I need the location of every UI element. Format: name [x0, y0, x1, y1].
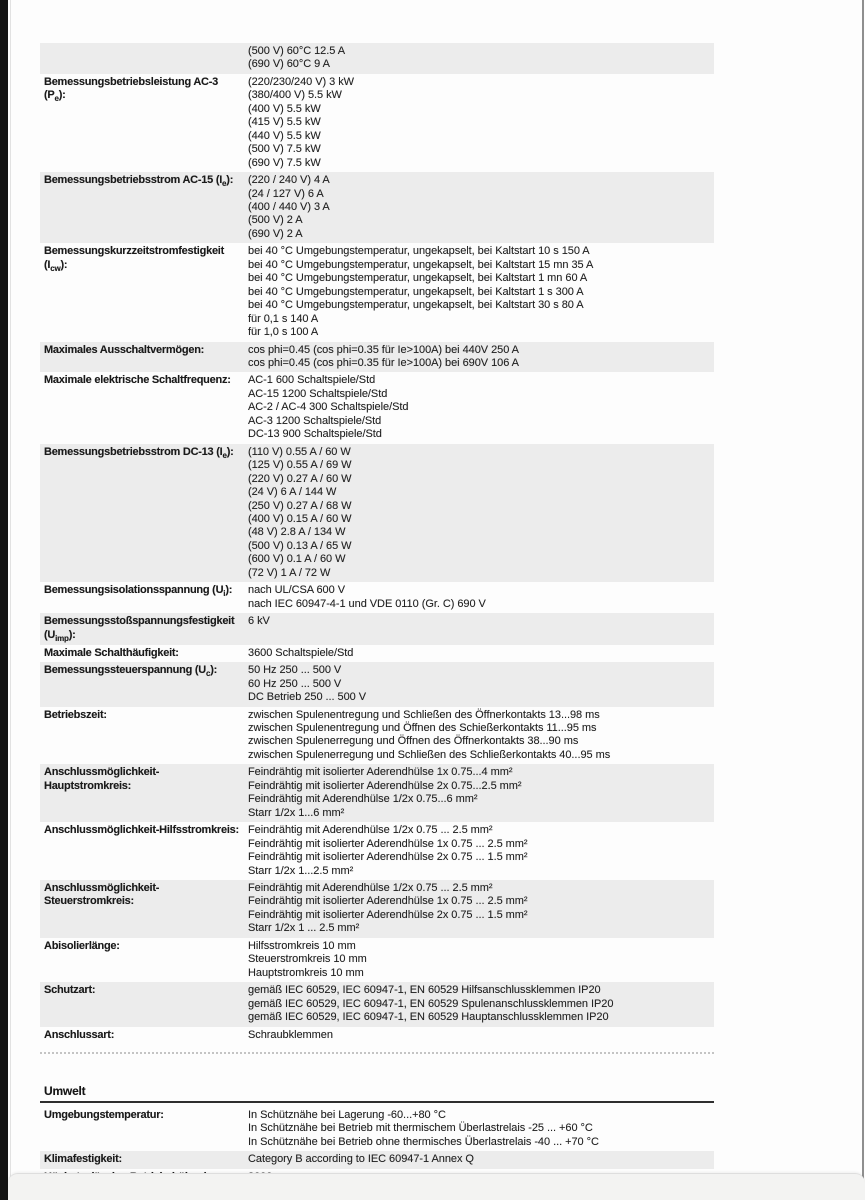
spec-value-line: AC-15 1200 Schaltspiele/Std	[248, 387, 388, 400]
spec-row-values	[248, 1109, 711, 1149]
spec-row-label: Schutzart:	[44, 984, 96, 997]
page-left-border-line	[10, 0, 11, 1200]
spec-value-line: Schraubklemmen	[248, 1028, 333, 1041]
spec-row-values	[248, 76, 711, 170]
spec-row	[40, 43, 714, 74]
spec-row	[40, 707, 714, 765]
spec-value-line: (220/230/240 V) 3 kW	[248, 75, 355, 88]
page-right-border-line	[862, 0, 864, 1200]
spec-value-line: (400 / 440 V) 3 A	[248, 200, 330, 213]
spec-value-line: (500 V) 2 A	[248, 214, 303, 227]
spec-value-line: (250 V) 0.27 A / 68 W	[248, 499, 352, 512]
spec-row-values	[248, 615, 711, 643]
spec-value-line: 6 kV	[248, 615, 270, 628]
spec-value-line: AC-1 600 Schaltspiele/Std	[248, 374, 376, 387]
spec-row-label: Bemessungsstoßspannungsfestigkeit $(U_{imp})$:	[44, 615, 235, 643]
spec-value-line: DC-13 900 Schaltspiele/Std	[248, 428, 382, 441]
spec-value-line: (690 V) 2 A	[248, 227, 303, 240]
spec-value-line: (415 V) 5.5 kW	[248, 116, 321, 129]
spec-value-line: cos phi=0.45 (cos phi=0.35 für Ie>100A) bei 440V 250 A	[248, 343, 519, 356]
spec-value-line: Starr 1/2x 1 ... 2.5 mm²	[248, 922, 360, 935]
spec-value-line: (72 V) 1 A / 72 W	[248, 566, 331, 579]
spec-value-line: (220 / 240 V) 4 A	[248, 174, 330, 187]
spec-row	[40, 243, 714, 341]
spec-row	[40, 662, 714, 706]
spec-value-line: Feindrähtig mit isolierter Aderendhülse 1x 0.75 ... 2.5 mm²	[248, 895, 528, 908]
spec-value-line: (440 V) 5.5 kW	[248, 129, 321, 142]
spec-value-line: Starr 1/2x 1...6 mm²	[248, 806, 345, 819]
spec-value-line: (220 V) 0.27 A / 60 W	[248, 472, 352, 485]
spec-value-line: (110 V) 0.55 A / 60 W	[248, 445, 351, 458]
spec-value-line: nach UL/CSA 600 V	[248, 584, 345, 597]
spec-value-line: (400 V) 5.5 kW	[248, 102, 321, 115]
spec-row-label: Klimafestigkeit:	[44, 1153, 122, 1166]
spec-value-line: zwischen Spulenentregung und Öffnen des Schießerkontakts 11...95 ms	[248, 722, 597, 735]
spec-row-label: Bemessungsisolationsspannung $(U_i)$:	[44, 584, 233, 599]
spec-row	[40, 982, 714, 1026]
spec-value-line: zwischen Spulenentregung und Schließen des Öffnerkontakts 13...98 ms	[248, 708, 600, 721]
spec-row-label: Umgebungstemperatur:	[44, 1109, 164, 1121]
spec-row-values	[248, 882, 711, 936]
umwelt-section-heading: Umwelt	[44, 1084, 86, 1098]
spec-value-line: (690 V) 7.5 kW	[248, 156, 321, 169]
spec-row-label: Bemessungskurzzeitstromfestigkeit $(I_{cw})$:	[44, 245, 225, 273]
spec-row-values	[248, 1153, 711, 1166]
spec-row-label: Anschlussart:	[44, 1028, 115, 1041]
dotted-section-separator	[40, 1052, 714, 1054]
spec-row-values	[248, 344, 711, 371]
spec-row	[40, 1107, 714, 1151]
spec-value-line: Hilfsstromkreis 10 mm	[248, 939, 356, 952]
spec-row	[40, 613, 714, 645]
spec-value-line: Feindrähtig mit Aderendhülse 1/2x 0.75 ... 2.5 mm²	[248, 824, 493, 837]
spec-row-values	[248, 647, 711, 660]
spec-row-values	[248, 174, 711, 241]
spec-value-line: Category B according to IEC 60947-1 Annex Q	[248, 1153, 474, 1166]
spec-value-line: Feindrähtig mit isolierter Aderendhülse 2x 0.75 ... 1.5 mm²	[248, 908, 528, 921]
spec-row-label: Betriebszeit:	[44, 708, 107, 721]
spec-row-values	[248, 709, 711, 763]
spec-value-line: Hauptstromkreis 10 mm	[248, 966, 364, 979]
spec-value-line: für 1,0 s 100 A	[248, 326, 319, 339]
spec-value-line: bei 40 °C Umgebungstemperatur, ungekapselt, bei Kaltstart 1 mn 60 A	[248, 272, 588, 285]
spec-value-line: (690 V) 60°C 9 A	[248, 58, 330, 71]
spec-row-label: Anschlussmöglichkeit-Hauptstromkreis:	[44, 766, 160, 792]
spec-row	[40, 582, 714, 613]
spec-value-line: zwischen Spulenerregung und Öffnen des Öffnerkontakts 38...90 ms	[248, 735, 579, 748]
spec-row-label	[44, 45, 248, 72]
spec-value-line: zwischen Spulenerregung und Schließen des Schließerkontakts 40...95 ms	[248, 748, 611, 761]
spec-table	[40, 43, 714, 1044]
spec-row	[40, 645, 714, 662]
spec-row	[40, 938, 714, 982]
spec-row-label: Abisolierlänge:	[44, 939, 120, 952]
umwelt-heading-rule	[40, 1101, 714, 1103]
spec-value-line: Steuerstromkreis 10 mm	[248, 953, 367, 966]
spec-value-line: 50 Hz 250 ... 500 V	[248, 664, 342, 677]
spec-value-line: (48 V) 2.8 A / 134 W	[248, 526, 346, 539]
spec-value-line: Feindrähtig mit isolierter Aderendhülse 2x 0.75...2.5 mm²	[248, 779, 522, 792]
spec-value-line: gemäß IEC 60529, IEC 60947-1, EN 60529 Hauptanschlussklemmen IP20	[248, 1011, 609, 1024]
spec-value-line: nach IEC 60947-4-1 und VDE 0110 (Gr. C) 690 V	[248, 597, 486, 610]
spec-value-line: (500 V) 0.13 A / 65 W	[248, 539, 352, 552]
spec-value-line: (500 V) 7.5 kW	[248, 143, 321, 156]
spec-value-line: bei 40 °C Umgebungstemperatur, ungekapselt, bei Kaltstart 10 s 150 A	[248, 245, 590, 258]
photo-left-edge-strip	[0, 0, 8, 1200]
spec-row-values	[248, 664, 711, 704]
spec-row-values	[248, 446, 711, 581]
spec-row-label: Bemessungsbetriebsstrom AC-15 $(I_e)$:	[44, 174, 234, 189]
spec-row-values	[248, 374, 711, 441]
spec-row	[40, 1027, 714, 1044]
spec-value-line: In Schütznähe bei Betrieb ohne thermisches Überlastrelais -40 ... +70 °C	[248, 1135, 599, 1148]
spec-row-label: Bemessungssteuerspannung $(U_c)$:	[44, 664, 218, 679]
spec-value-line: gemäß IEC 60529, IEC 60947-1, EN 60529 Spulenanschlussklemmen IP20	[248, 997, 614, 1010]
spec-value-line: (380/400 V) 5.5 kW	[248, 89, 342, 102]
spec-row-label: Anschlussmöglichkeit-Hilfsstromkreis:	[44, 824, 239, 837]
spec-value-line: bei 40 °C Umgebungstemperatur, ungekapselt, bei Kaltstart 15 mn 35 A	[248, 258, 594, 271]
spec-row	[40, 172, 714, 243]
spec-value-line: (400 V) 0.15 A / 60 W	[248, 512, 352, 525]
spec-row	[40, 880, 714, 938]
spec-row-values	[248, 824, 711, 878]
spec-row-values	[248, 984, 711, 1024]
spec-row-label: Maximales Ausschaltvermögen:	[44, 343, 205, 356]
spec-value-line: In Schütznähe bei Betrieb mit thermischem Überlastrelais -25 ... +60 °C	[248, 1122, 593, 1135]
spec-row	[40, 764, 714, 822]
spec-value-line: (600 V) 0.1 A / 60 W	[248, 553, 346, 566]
spec-value-line: In Schütznähe bei Lagerung -60...+80 °C	[248, 1109, 446, 1121]
spec-row-values	[248, 940, 711, 980]
spec-row-label: Maximale Schalthäufigkeit:	[44, 646, 179, 659]
spec-value-line: Feindrähtig mit Aderendhülse 1/2x 0.75 ... 2.5 mm²	[248, 882, 493, 895]
spec-row	[40, 444, 714, 583]
spec-value-line: (125 V) 0.55 A / 69 W	[248, 459, 352, 472]
spec-value-line: (500 V) 60°C 12.5 A	[248, 45, 346, 57]
spec-value-line: AC-3 1200 Schaltspiele/Std	[248, 414, 382, 427]
spec-value-line: gemäß IEC 60529, IEC 60947-1, EN 60529 Hilfsanschlussklemmen IP20	[248, 984, 601, 997]
spec-row	[40, 822, 714, 880]
spec-row-values	[248, 1029, 711, 1042]
spec-value-line: Starr 1/2x 1...2.5 mm²	[248, 864, 354, 877]
spec-row-values	[248, 766, 711, 820]
spec-value-line: 3600 Schaltspiele/Std	[248, 646, 354, 659]
spec-value-line: (24 / 127 V) 6 A	[248, 187, 324, 200]
spec-value-line: AC-2 / AC-4 300 Schaltspiele/Std	[248, 401, 409, 414]
spec-value-line: bei 40 °C Umgebungstemperatur, ungekapselt, bei Kaltstart 30 s 80 A	[248, 299, 584, 312]
spec-value-line: bei 40 °C Umgebungstemperatur, ungekapselt, bei Kaltstart 1 s 300 A	[248, 285, 584, 298]
spec-value-line: für 0,1 s 140 A	[248, 312, 319, 325]
spec-row	[40, 342, 714, 373]
spec-value-line: DC Betrieb 250 ... 500 V	[248, 691, 367, 704]
spec-value-line: Feindrähtig mit isolierter Aderendhülse 1x 0.75 ... 2.5 mm²	[248, 837, 528, 850]
spec-value-line: cos phi=0.45 (cos phi=0.35 für Ie>100A) bei 690V 106 A	[248, 356, 519, 369]
spec-value-line: Feindrähtig mit isolierter Aderendhülse 2x 0.75 ... 1.5 mm²	[248, 851, 528, 864]
spec-row-label: Maximale elektrische Schaltfrequenz:	[44, 374, 231, 387]
spec-value-line: 60 Hz 250 ... 500 V	[248, 677, 342, 690]
spec-value-line: Feindrähtig mit Aderendhülse 1/2x 0.75...6 mm²	[248, 793, 478, 806]
spec-row-values	[248, 584, 711, 611]
spec-row-label: Bemessungsbetriebsstrom DC-13 $(I_e)$:	[44, 445, 234, 460]
spec-value-line: Feindrähtig mit isolierter Aderendhülse 1x 0.75...4 mm²	[248, 766, 513, 779]
spec-row-values	[248, 45, 711, 72]
spec-row-label: Anschlussmöglichkeit-Steuerstromkreis:	[44, 882, 160, 908]
spec-row	[40, 1151, 714, 1168]
bottom-frame-bar	[8, 1173, 865, 1200]
spec-value-line: (24 V) 6 A / 144 W	[248, 486, 337, 499]
spec-row-label: Bemessungsbetriebsleistung AC-3 $(P_e)$:	[44, 75, 218, 104]
spec-row	[40, 74, 714, 172]
datasheet-page	[40, 43, 714, 1186]
spec-row	[40, 372, 714, 443]
spec-row-values	[248, 245, 711, 339]
